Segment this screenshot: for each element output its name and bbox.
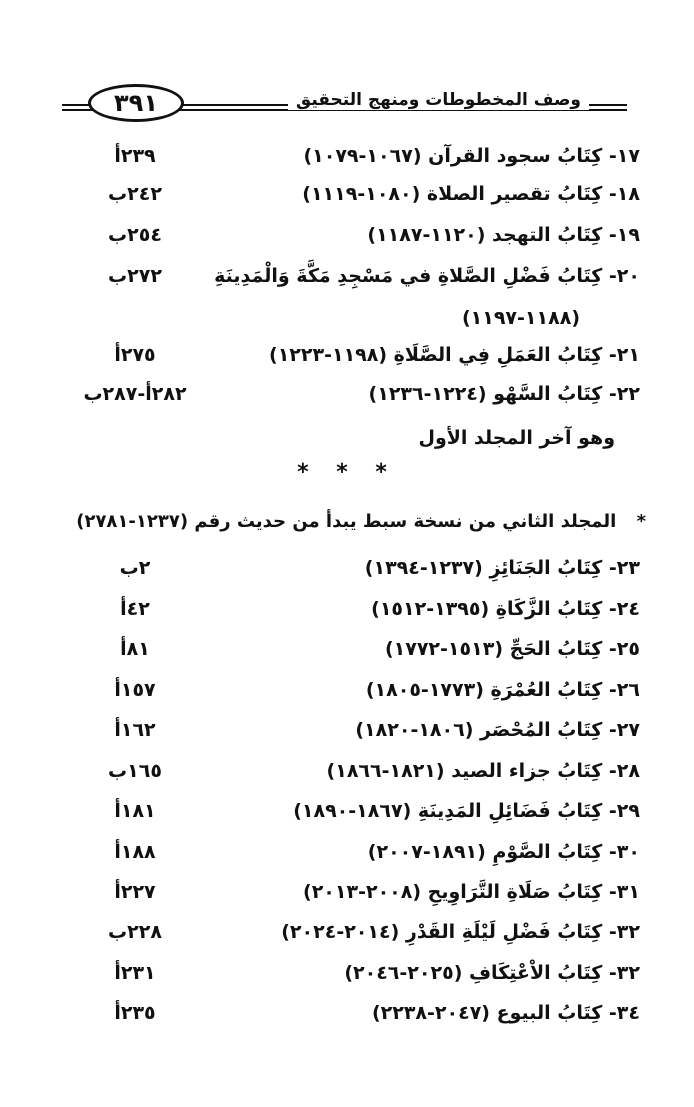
entry-folio: ٢٢٧أ <box>114 881 156 903</box>
list-item-continuation <box>60 302 640 338</box>
section-heading <box>56 506 646 538</box>
list-item <box>60 997 640 1033</box>
page-number-oval <box>88 84 184 122</box>
volume-end-note: وهو آخر المجلد الأول <box>418 427 615 449</box>
entry-folio: ١٦٥ب <box>108 760 162 782</box>
section-separator: * * * <box>297 460 397 485</box>
entry-folio: ٢٤٢ب <box>108 183 162 205</box>
entry-folio: ٢٥٤ب <box>108 224 162 246</box>
entry-title: ٢١- كِتَابُ العَمَلِ فِي الصَّلَاةِ (١١٩٨-١٢٢٣) <box>269 344 640 366</box>
entry-title: ٢٤- كِتَابُ الزَّكَاةِ (١٣٩٥-١٥١٢) <box>371 598 640 620</box>
entry-title: ٢٧- كِتَابُ المُحْصَر (١٨٠٦-١٨٢٠) <box>355 719 640 741</box>
entry-title: ٢٠- كِتَابُ فَضْلِ الصَّلاةِ في مَسْجِدِ مَكَّةَ وَالْمَدِينَةِ <box>214 265 640 287</box>
list-item <box>60 552 640 588</box>
entry-folio: ١٥٧أ <box>114 679 156 701</box>
entry-folio: ٢٣٥أ <box>114 1002 156 1024</box>
list-item <box>60 378 640 414</box>
entry-title: ٢٦- كِتَابُ العُمْرَةِ (١٧٧٣-١٨٠٥) <box>365 679 640 701</box>
entry-folio: ١٨٨أ <box>114 841 156 863</box>
entry-title: ٣٤- كِتَابُ البيوع (٢٠٤٧-٢٢٣٨) <box>371 1002 640 1024</box>
entry-folio: ٨١أ <box>120 638 150 660</box>
entry-title: ٢٣- كِتَابُ الجَنَائِزِ (١٢٣٧-١٣٩٤) <box>364 557 640 579</box>
list-item <box>60 633 640 669</box>
star-bullet: * <box>636 511 646 532</box>
entry-title: ٣٠- كِتَابُ الصَّوْمِ (١٨٩١-٢٠٠٧) <box>367 841 640 863</box>
entry-folio: ٢٧٥أ <box>114 344 156 366</box>
entry-folio: ٢٣١أ <box>114 962 156 984</box>
list-item <box>60 795 640 831</box>
entry-title: ٣٢- كِتَابُ فَضْلِ لَيْلَةِ القَدْرِ (٢٠١٤-٢٠٢٤) <box>281 921 640 943</box>
entry-folio: ١٨١أ <box>114 800 156 822</box>
running-header <box>62 82 627 122</box>
entry-folio: ٢٢٨ب <box>108 921 162 943</box>
list-item <box>60 957 640 993</box>
entry-title: ٢٥- كِتَابُ الحَجِّ (١٥١٣-١٧٧٢) <box>384 638 640 660</box>
page-number: ٣٩١ <box>114 89 158 117</box>
entry-title: ١٩- كِتَابُ التهجد (١١٢٠-١١٨٧) <box>367 224 640 246</box>
entry-folio: ٢٣٩أ <box>114 145 156 167</box>
entry-title: ٢٨- كِتَابُ جزاء الصيد (١٨٢١-١٨٦٦) <box>326 760 640 782</box>
entry-title: ٣١- كِتَابُ صَلَاةِ التَّرَاوِيحِ (٢٠٠٨-٢٠١٣) <box>303 881 640 903</box>
section-heading-text: المجلد الثاني من نسخة سبط يبدأ من حديث رقم (١٢٣٧-٢٧٨١) <box>76 511 617 532</box>
list-item <box>60 714 640 750</box>
list-item <box>60 916 640 952</box>
list-item <box>60 876 640 912</box>
entry-folio: ٢٧٢ب <box>108 265 162 287</box>
entry-title: ١٧- كِتَابُ سجود القرآن (١٠٦٧-١٠٧٩) <box>303 145 640 167</box>
entry-folio: ٤٢أ <box>120 598 150 620</box>
entry-title: ٣٢- كِتَابُ الاْعْتِكَافِ (٢٠٢٥-٢٠٤٦) <box>344 962 640 984</box>
list-item <box>60 836 640 872</box>
entry-title: ٢٢- كِتَابُ السَّهْو (١٢٢٤-١٢٣٦) <box>368 383 640 405</box>
header-title: وصف المخطوطات ومنهج التحقيق <box>288 90 589 110</box>
list-item <box>60 755 640 791</box>
entry-title: ٢٩- كِتَابُ فَضَائِلِ المَدِينَةِ (١٨٦٧-١٨٩٠) <box>293 800 640 822</box>
list-item <box>60 178 640 214</box>
list-item <box>60 674 640 710</box>
entry-range-continuation: (١١٨٨-١١٩٧) <box>461 307 580 329</box>
list-item <box>60 140 640 176</box>
entry-title: ١٨- كِتَابُ تقصير الصلاة (١٠٨٠-١١١٩) <box>302 183 640 205</box>
list-item <box>60 593 640 629</box>
list-item <box>60 260 640 296</box>
entry-folio: ٢ب <box>119 557 151 579</box>
entry-folio: ٢٨٢أ-٢٨٧ب <box>83 383 187 405</box>
entry-folio: ١٦٢أ <box>114 719 156 741</box>
list-item <box>60 219 640 255</box>
list-item <box>60 339 640 375</box>
